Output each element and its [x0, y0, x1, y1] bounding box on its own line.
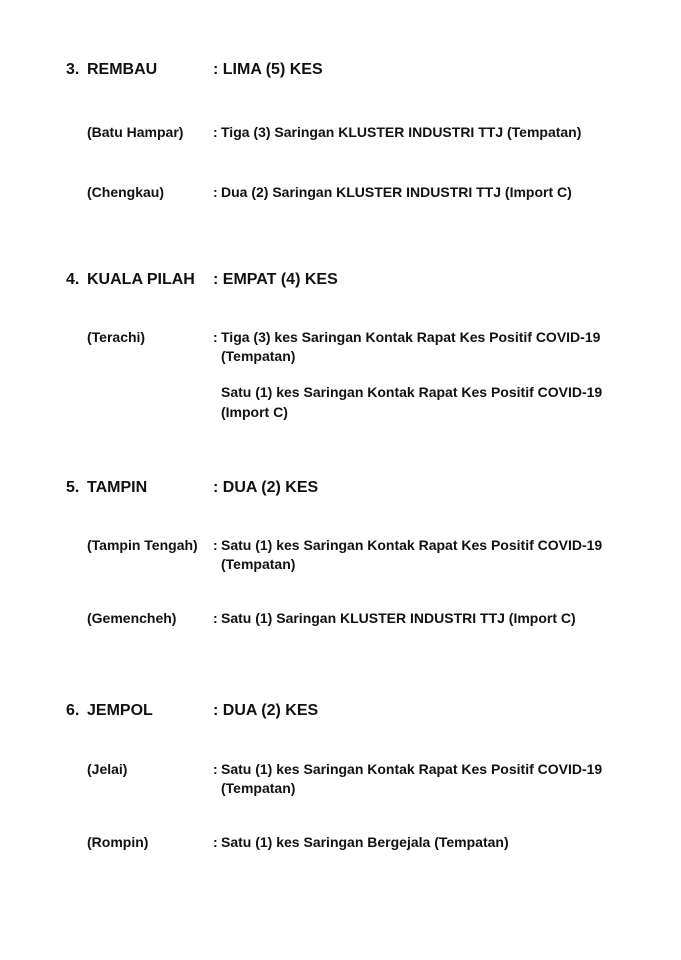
locality-description-cont: (Tempatan) — [221, 780, 296, 796]
district-number: 5. — [66, 479, 80, 496]
locality-description: Tiga (3) Saringan KLUSTER INDUSTRI TTJ (Tempatan) — [221, 124, 582, 140]
locality-name: (Chengkau) — [87, 184, 164, 200]
district-name: JEMPOL — [87, 702, 153, 719]
locality-name: (Batu Hampar) — [87, 124, 184, 140]
district-number: 4. — [66, 271, 80, 288]
district-case-count: : DUA (2) KES — [213, 702, 319, 719]
locality-name: (Gemencheh) — [87, 610, 177, 626]
locality-description: Satu (1) kes Saringan Bergejala (Tempatan) — [221, 834, 509, 850]
locality-name: (Jelai) — [87, 761, 128, 777]
locality-colon: : — [213, 184, 218, 200]
locality-colon: : — [213, 124, 218, 140]
district-name: TAMPIN — [87, 479, 148, 496]
locality-name: (Terachi) — [87, 329, 146, 345]
locality-name: (Rompin) — [87, 834, 149, 850]
locality-description: Dua (2) Saringan KLUSTER INDUSTRI TTJ (Import C) — [221, 184, 572, 200]
locality-colon: : — [213, 537, 218, 553]
locality-description: Tiga (3) kes Saringan Kontak Rapat Kes Positif COVID-19 — [221, 329, 601, 345]
district-number: 3. — [66, 61, 80, 78]
district-case-count: : DUA (2) KES — [213, 479, 319, 496]
locality-description: Satu (1) kes Saringan Kontak Rapat Kes Positif COVID-19 — [221, 537, 603, 553]
district-case-count: : LIMA (5) KES — [213, 61, 323, 78]
locality-description: Satu (1) kes Saringan Kontak Rapat Kes Positif COVID-19 — [221, 384, 603, 400]
district-name: KUALA PILAH — [87, 271, 195, 288]
district-name: REMBAU — [87, 61, 158, 78]
district-case-count: : EMPAT (4) KES — [213, 271, 338, 288]
district-number: 6. — [66, 702, 80, 719]
locality-description-cont: (Tempatan) — [221, 556, 296, 572]
locality-description: Satu (1) kes Saringan Kontak Rapat Kes Positif COVID-19 — [221, 761, 603, 777]
locality-name: (Tampin Tengah) — [87, 537, 198, 553]
locality-description: Satu (1) Saringan KLUSTER INDUSTRI TTJ (Import C) — [221, 610, 576, 626]
locality-colon: : — [213, 834, 218, 850]
locality-colon: : — [213, 761, 218, 777]
locality-description-cont: (Import C) — [221, 404, 288, 420]
locality-description-cont: (Tempatan) — [221, 348, 296, 364]
locality-colon: : — [213, 610, 218, 626]
locality-colon: : — [213, 329, 218, 345]
